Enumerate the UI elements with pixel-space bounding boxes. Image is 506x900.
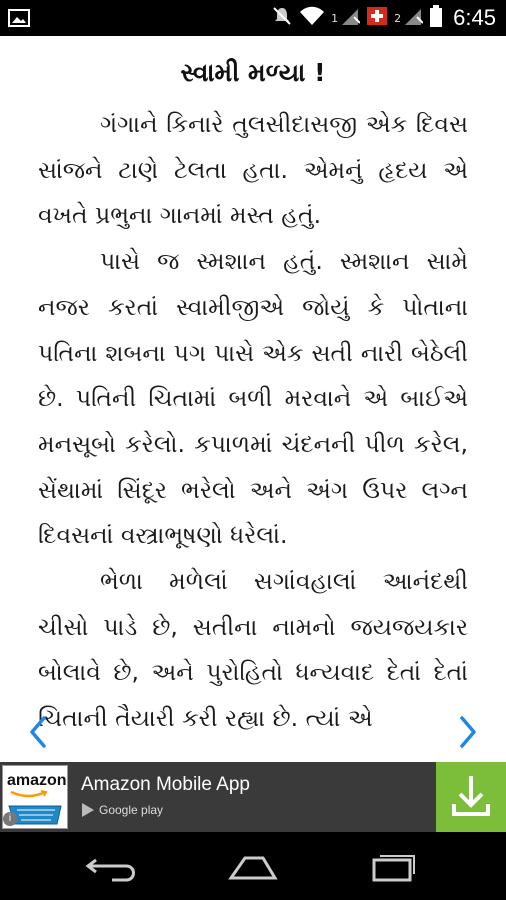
- status-bar: [0, 0, 506, 36]
- store-label: Google play: [99, 803, 164, 817]
- paragraph: ગંગાને કિનારે તુલસીદાસજી એક દિવસ સાંજને ટાણે ટેલતા હતા. એમનું હૃદય એ વખતે પ્રભુના ગાનમાં મસ્ત હતું.: [38, 110, 468, 230]
- store-badge: [81, 802, 163, 818]
- download-button[interactable]: [436, 762, 506, 832]
- signal-icon: [403, 5, 423, 31]
- ad-info-icon[interactable]: i: [3, 812, 17, 826]
- next-page-button[interactable]: [452, 712, 482, 752]
- chevron-right-icon: [452, 712, 482, 752]
- back-button[interactable]: [82, 848, 142, 884]
- system-nav-bar: [0, 832, 506, 900]
- smile-icon: [9, 790, 49, 800]
- image-icon: [8, 8, 30, 32]
- wifi-icon: [299, 5, 325, 31]
- ad-title: Amazon Mobile App: [81, 774, 250, 795]
- signal-icon: [340, 5, 360, 31]
- google-play-icon: [81, 802, 95, 818]
- chevron-left-icon: [24, 712, 54, 752]
- recents-icon: [364, 848, 424, 884]
- mute-icon: [271, 5, 293, 31]
- chapter-title: સ્વામી મળ્યા !: [180, 58, 326, 87]
- back-icon: [82, 848, 142, 884]
- download-icon: [436, 762, 506, 832]
- story-text: [38, 102, 468, 742]
- home-button[interactable]: [223, 848, 283, 884]
- paragraph: ભેળા મળેલાં સગાંવહાલાં આનંદથી ચીસો પાડે છે, સતીના નામનો જયજયકાર બોલાવે છે, અને પુરોહિતો ધન્યવાદ દેતાં દેતાં ચિતાની તૈયારી કરી રહ્યા છે. ત્યાં એ: [38, 567, 468, 733]
- home-icon: [223, 848, 283, 884]
- previous-page-button[interactable]: [24, 712, 54, 752]
- swiss-flag-icon: [366, 6, 388, 30]
- sim2-label: 2: [394, 11, 402, 25]
- reader-page[interactable]: [0, 36, 506, 762]
- battery-icon: [429, 4, 443, 32]
- clock: 6:45: [453, 5, 496, 30]
- recents-button[interactable]: [364, 848, 424, 884]
- paragraph: પાસે જ સ્મશાન હતું. સ્મશાન સામે નજર કરતાં સ્વામીજીએ જોયું કે પોતાના પતિના શબના પગ પાસે એક સતી નારી બેઠેલી છે. પતિની ચિતામાં બળી મરવાને એ બાઈએ મનસૂબો કરેલો. કપાળમાં ચંદનની પીળ કરેલ, સેંથામાં સિંદૂર ભરેલો અને અંગ ઉપર લગ્ન દિવસનાં વસ્ત્રાભૂષણો ધરેલાં.: [38, 247, 468, 550]
- amazon-logo: amazon: [2, 765, 68, 829]
- ad-banner[interactable]: [0, 762, 506, 832]
- sim1-label: 1: [331, 11, 339, 25]
